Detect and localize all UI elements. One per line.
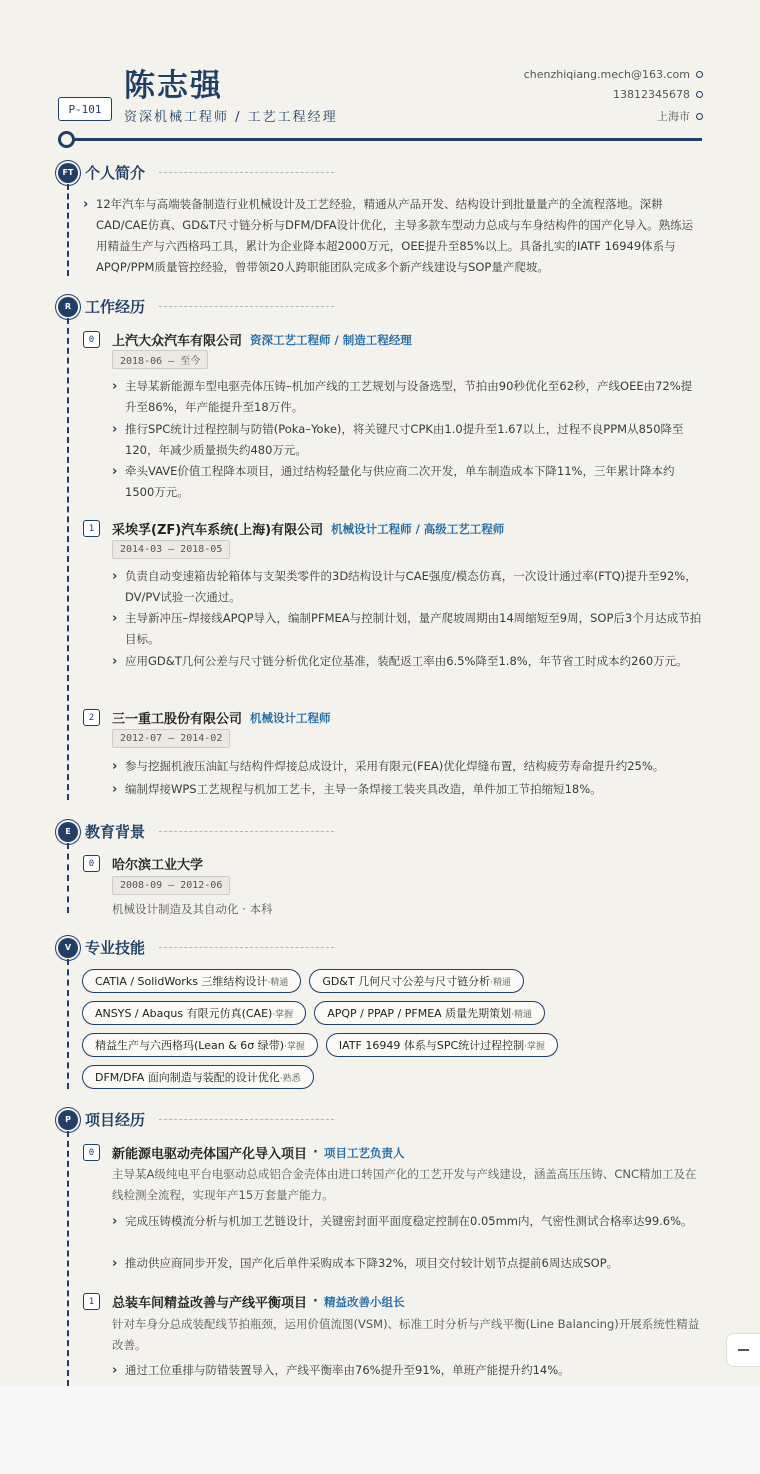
company-name: 三一重工股份有限公司 [112, 712, 243, 727]
timeline-line [67, 318, 69, 800]
achievement-item: › 主导某新能源车型电驱壳体压铸–机加产线的工艺规划与设备选型，节拍由90秒优化至62秒，产线OEE由72%提升至86%，年产能提升至18万件。 [112, 376, 702, 418]
separator-dot: · [313, 1145, 318, 1160]
skill-tag: 精益生产与六西格玛(Lean & 6σ 绿带) ·掌握 [82, 1033, 318, 1057]
section-title: 专业技能 [85, 939, 146, 957]
project-name: 新能源电驱动壳体国产化导入项目 [112, 1147, 308, 1162]
work-item-header [83, 330, 412, 349]
timeline-line [67, 184, 69, 276]
item-index-tag: 2 [83, 709, 100, 726]
job-title: 机械设计工程师 [250, 710, 331, 725]
candidate-name: 陈志强 [124, 68, 223, 104]
project-item-header [83, 1292, 404, 1311]
project-description: 主导某A级纯电平台电驱动总成铝合金壳体由进口转国产化的工艺开发与产线建设，涵盖高压压铸、CNC精加工及在线检测全流程，实现年产15万套量产能力。 [112, 1167, 697, 1202]
skill-tag: CATIA / SolidWorks 三维结构设计 ·精通 [82, 969, 301, 993]
work-badge-icon: R [58, 297, 78, 317]
section-education-header [58, 821, 708, 842]
city-dot-icon [696, 113, 703, 120]
projects-badge-icon: P [58, 1110, 78, 1130]
date-range: 2008-09 — 2012-06 [112, 876, 230, 895]
skill-tag: GD&T 几何尺寸公差与尺寸链分析 ·精通 [309, 969, 524, 993]
item-index-tag: 0 [83, 855, 100, 872]
city-text: 上海市 [657, 110, 690, 123]
collapse-side-button[interactable] [726, 1333, 760, 1367]
skill-tag: IATF 16949 体系与SPC统计过程控制 ·掌握 [326, 1033, 558, 1057]
achievement-item: › 完成压铸模流分析与机加工艺链设计，关键密封面平面度稳定控制在0.05mm内，气密性测试合格率达99.6%。 [112, 1211, 702, 1232]
email-dot-icon [696, 71, 703, 78]
phone-dot-icon [696, 91, 703, 98]
achievement-item: › 主导新冲压–焊接线APQP导入，编制PFMEA与控制计划，量产爬坡周期由14周缩短至9周，SOP后3个月达成节拍目标。 [112, 608, 702, 650]
item-index-tag: 0 [83, 1144, 100, 1161]
project-name: 总装车间精益改善与产线平衡项目 [112, 1296, 308, 1311]
section-rule [159, 1119, 334, 1120]
contact-city [657, 108, 703, 124]
header-divider [58, 138, 702, 141]
date-range: 2018-06 — 至今 [112, 350, 208, 369]
phone-text: 13812345678 [613, 88, 690, 101]
section-rule [159, 947, 334, 948]
profile-summary: › 12年汽车与高端装备制造行业机械设计及工艺经验，精通从产品开发、结构设计到批量量产的全流程落地。深耕CAD/CAE仿真、GD&T尺寸链分析与DFM/DFA设计优化，主导多款车型动力总成与车身结构件的国产化导入。熟练运用精益生产与六西格玛工具，累计为企业降本超2000万元，OEE提升至85%以上。具备扎实的IATF 16949体系与APQP/PPM质量管控经验，曾带领20人跨职能团队完成多个新产线建设与SOP量产爬坡。 [96, 194, 702, 278]
timeline-line [67, 1131, 69, 1386]
contact-phone[interactable] [613, 88, 703, 101]
candidate-role: 资深机械工程师 / 工艺工程经理 [124, 110, 338, 125]
section-projects-header [58, 1109, 708, 1130]
section-title: 教育背景 [85, 823, 146, 841]
skill-tag: DFM/DFA 面向制造与装配的设计优化 ·熟悉 [82, 1065, 314, 1089]
job-title: 机械设计工程师 / 高级工艺工程师 [331, 521, 505, 536]
education-item-header [83, 854, 203, 873]
email-text: chenzhiqiang.mech@163.com [523, 68, 690, 81]
work-item-header [83, 708, 331, 727]
date-range: 2014-03 — 2018-05 [112, 540, 230, 559]
project-item-header [83, 1143, 404, 1162]
achievement-item: › 推动供应商同步开发，国产化后单件采购成本下降32%，项目交付较计划节点提前6周达成SOP。 [112, 1253, 702, 1274]
school-name: 哈尔滨工业大学 [112, 858, 204, 873]
major-degree: 机械设计制造及其自动化 · 本科 [112, 902, 273, 916]
achievement-item: › 通过工位重排与防错装置导入，产线平衡率由76%提升至91%，单班产能提升约14%。 [112, 1360, 702, 1381]
skills-list [82, 969, 602, 1089]
achievement-item: › 编制焊接WPS工艺规程与机加工艺卡，主导一条焊接工装夹具改造，单件加工节拍缩短18%。 [112, 779, 702, 800]
achievement-item: › 牵头VAVE价值工程降本项目，通过结构轻量化与供应商二次开发，单车制造成本下降11%，三年累计降本约1500万元。 [112, 461, 702, 503]
achievement-item: › 应用GD&T几何公差与尺寸链分析优化定位基准，装配返工率由6.5%降至1.8%，年节省工时成本约260万元。 [112, 651, 702, 672]
separator-dot: · [313, 1294, 318, 1309]
profile-code-tag: P-101 [58, 97, 112, 121]
achievement-item: › 推行SPC统计过程控制与防错(Poka–Yoke)，将关键尺寸CPK由1.0提升至1.67以上，过程不良PPM从850降至120，年减少质量损失约480万元。 [112, 419, 702, 461]
company-name: 采埃孚(ZF)汽车系统(上海)有限公司 [112, 523, 324, 538]
profile-badge-icon: FT [58, 163, 78, 183]
job-title: 资深工艺工程师 / 制造工程经理 [250, 332, 412, 347]
company-name: 上汽大众汽车有限公司 [112, 334, 243, 349]
section-title: 项目经历 [85, 1111, 146, 1129]
divider-circle-icon [58, 131, 75, 148]
skill-tag: ANSYS / Abaqus 有限元仿真(CAE) ·掌握 [82, 1001, 306, 1025]
project-role: 项目工艺负责人 [323, 1145, 405, 1160]
project-description: 针对车身分总成装配线节拍瓶颈，运用价值流图(VSM)、标准工时分析与产线平衡(Line Balancing)开展系统性精益改善。 [112, 1317, 700, 1352]
section-profile-header [58, 162, 708, 183]
section-skills-header [58, 937, 708, 958]
education-badge-icon: E [58, 822, 78, 842]
item-index-tag: 1 [83, 1293, 100, 1310]
timeline-line [67, 843, 69, 913]
section-rule [159, 172, 334, 173]
achievement-item: › 负责自动变速箱齿轮箱体与支架类零件的3D结构设计与CAE强度/模态仿真，一次设计通过率(FTQ)提升至92%，DV/PV试验一次通过。 [112, 566, 702, 608]
achievement-item: › 参与挖掘机液压油缸与结构件焊接总成设计，采用有限元(FEA)优化焊缝布置，结构疲劳寿命提升约25%。 [112, 756, 702, 777]
project-role: 精益改善小组长 [323, 1294, 405, 1309]
minus-icon [738, 1349, 749, 1351]
item-index-tag: 1 [83, 520, 100, 537]
section-title: 工作经历 [85, 298, 146, 316]
date-range: 2012-07 — 2014-02 [112, 729, 230, 748]
section-work-header [58, 296, 708, 317]
skill-tag: APQP / PPAP / PFMEA 质量先期策划 ·精通 [314, 1001, 545, 1025]
contact-email[interactable] [524, 68, 703, 81]
section-rule [159, 306, 334, 307]
timeline-line [67, 959, 69, 1089]
item-index-tag: 0 [83, 331, 100, 348]
skills-badge-icon: V [58, 938, 78, 958]
section-title: 个人简介 [85, 164, 146, 182]
work-item-header [83, 519, 504, 538]
section-rule [159, 831, 334, 832]
